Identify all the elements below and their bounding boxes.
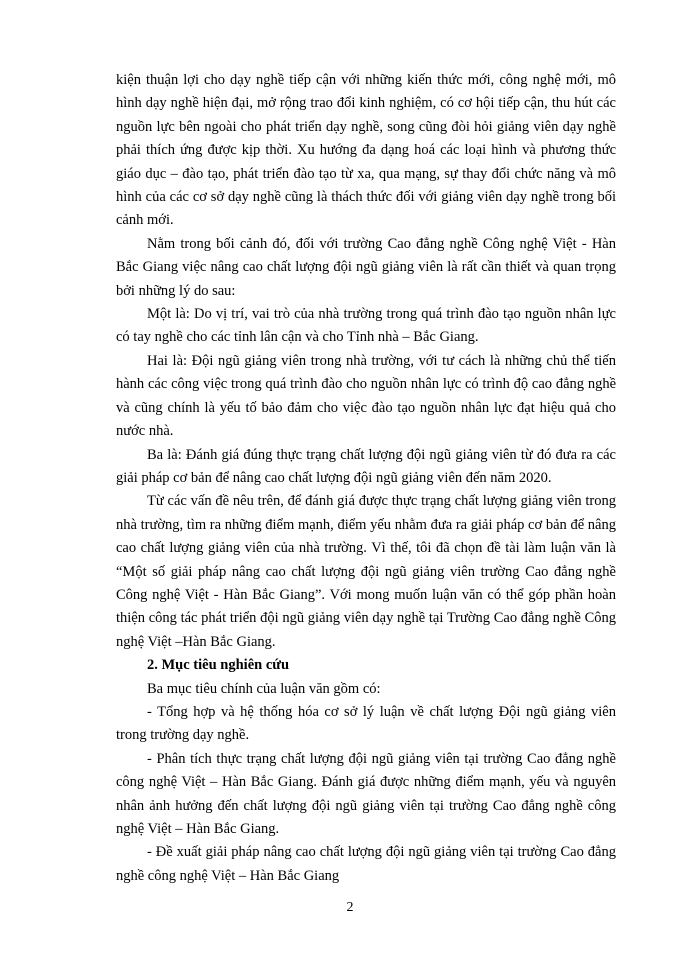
page-number: 2 bbox=[346, 900, 354, 915]
paragraph-background: Nằm trong bối cảnh đó, đối với trường Cao đẳng nghề Công nghệ Việt - Hàn Bắc Giang việc nâng cao chất lượng đội ngũ giảng viên là rất cần thiết và quan trọng bởi những lý do sau: bbox=[116, 235, 616, 299]
paragraph-topic-selection: Từ các vấn đề nêu trên, để đánh giá được thực trạng chất lượng giảng viên trong nhà trường, tìm ra những điểm mạnh, điểm yếu nhằm đưa ra giải pháp cơ bản để nâng cao chất lượng giảng viên của nhà trường. Vì thế, tôi đã chọn đề tài làm luận văn là “Một số giải pháp nâng cao chất lượng đội ngũ giảng viên trường Cao đẳng nghề Công nghệ Việt - Hàn Bắc Giang”. Với mong muốn luận văn có thể góp phần hoàn thiện công tác phát triển đội ngũ giảng viên dạy nghề tại Trường Cao đẳng nghề Công nghệ Việt –Hàn Bắc Giang. bbox=[116, 493, 616, 650]
section-heading: 2. Mục tiêu nghiên cứu bbox=[147, 657, 290, 674]
paragraph-reason-one: Một là: Do vị trí, vai trò của nhà trường trong quá trình đào tạo nguồn nhân lực có tay nghề cho các tỉnh lân cận và cho Tỉnh nhà – Bắc Giang. bbox=[116, 306, 616, 346]
objective-item: - Tổng hợp và hệ thống hóa cơ sở lý luận về chất lượng Đội ngũ giảng viên trong trường dạy nghề. bbox=[116, 703, 616, 744]
objective-item: - Phân tích thực trạng chất lượng đội ngũ giảng viên tại trường Cao đẳng nghề công nghệ Việt – Hàn Bắc Giang. Đánh giá được những điểm mạnh, yếu và nguyên nhân ảnh hưởng đến chất lượng đội ngũ giảng viên tại trường Cao đẳng nghề công nghệ Việt – Hàn Bắc Giang. bbox=[116, 750, 616, 837]
page-body bbox=[116, 69, 616, 888]
objective-item: - Đề xuất giải pháp nâng cao chất lượng đội ngũ giảng viên tại trường Cao đẳng nghề công nghệ Việt – Hàn Bắc Giang bbox=[116, 844, 616, 884]
paragraph-reason-three: Ba là: Đánh giá đúng thực trạng chất lượng đội ngũ giảng viên từ đó đưa ra các giải pháp cơ bản để nâng cao chất lượng đội ngũ giảng viên đến năm 2020. bbox=[116, 446, 616, 486]
objectives-intro: Ba mục tiêu chính của luận văn gồm có: bbox=[147, 680, 381, 697]
paragraph-context: kiện thuận lợi cho dạy nghề tiếp cận với những kiến thức mới, công nghệ mới, mô hình dạy nghề hiện đại, mở rộng trao đổi kinh nghiệm, có cơ hội tiếp cận, thu hút các nguồn lực bên ngoài cho phát triển dạy nghề, song cũng đòi hỏi giảng viên dạy nghề phải thích ứng được kịp thời. Xu hướng đa dạng hoá các loại hình và phương thức giáo dục – đào tạo, phát triển đào tạo từ xa, qua mạng, sự thay đổi chức năng và mô hình của các cơ sở dạy nghề cũng là thách thức đối với giảng viên dạy nghề trong bối cảnh mới. bbox=[116, 72, 616, 229]
paragraph-reason-two: Hai là: Đội ngũ giảng viên trong nhà trường, với tư cách là những chủ thể tiến hành các công việc trong quá trình đào cho nguồn nhân lực có trình độ cao đẳng nghề và cũng chính là yếu tố bảo đảm cho việc đào tạo nguồn nhân lực đạt hiệu quả cho nước nhà. bbox=[116, 352, 616, 440]
